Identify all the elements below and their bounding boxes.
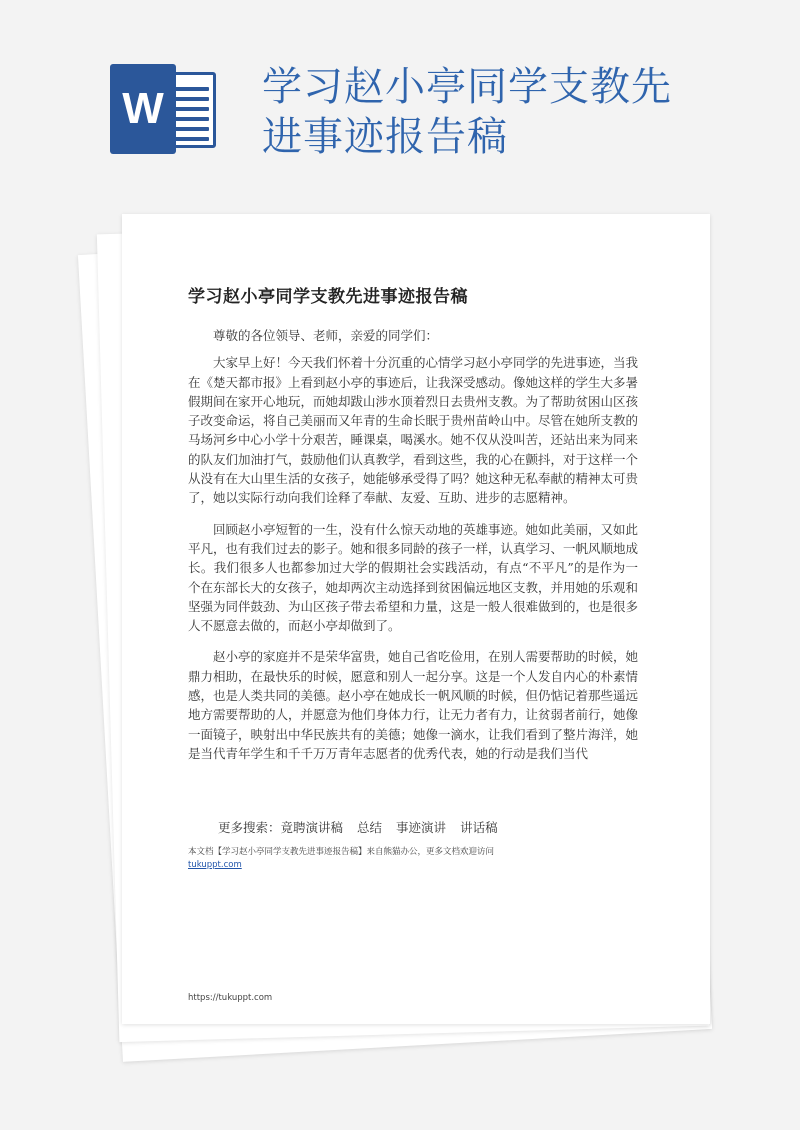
more-search-link[interactable]: 竟聘演讲稿	[280, 820, 344, 835]
more-search	[218, 818, 512, 836]
word-logo-icon	[110, 64, 218, 154]
more-search-link[interactable]: 事迹演讲	[396, 820, 447, 835]
document-title: 学习赵小亭同学支教先进事迹报告稿	[188, 287, 468, 307]
word-letter: W	[110, 64, 176, 154]
greeting: 尊敬的各位领导、老师，亲爱的同学们：	[213, 328, 439, 343]
paragraph: 大家早上好！今天我们怀着十分沉重的心情学习赵小亭同学的先进事迹，当我在《楚天都市报》上看到赵小亭的事迹后，让我深受感动。像她这样的学生大多暑假期间在家开心地玩，而她却跋山涉水顶着烈日去贵州支教。为了帮助贫困山区孩子改变命运，将自己美丽而又年青的生命长眠于贵州苗岭山中。尽管在她所支教的马场河乡中心小学十分艰苦，睡课桌，喝溪水。她不仅从没叫苦，还站出来为同来的队友们加油打气，鼓励他们认真教学，看到这些，我的心在颤抖，对于这样一个从没有在大山里生活的女孩子，她能够承受得了吗？她这种无私奉献的精神太可贵了，她以实际行动向我们诠释了奉献、友爱、互助、进步的志愿精神。	[188, 355, 639, 506]
paragraph: 回顾赵小亭短暂的一生，没有什么惊天动地的英雄事迹。她如此美丽，又如此平凡，也有我们过去的影子。她和很多同龄的孩子一样，认真学习、一帆风顺地成长。我们很多人也都参加过大学的假期社会实践活动，有点“不平凡”的是作为一个在东部长大的女孩子，她却两次主动选择到贫困偏远地区支教，并用她的乐观和坚强为同伴鼓劲、为山区孩子带去希望和力量，这是一般人很难做到的，也是很多人不愿意去做的，而赵小亭却做到了。	[188, 521, 639, 634]
footer-url[interactable]: https://tukuppt.com	[188, 993, 273, 1003]
document-page	[122, 214, 710, 1024]
more-search-link[interactable]: 总结	[357, 820, 383, 835]
paragraph: 赵小亭的家庭并不是荣华富贵，她自己省吃俭用，在别人需要帮助的时候，她鼎力相助，在最快乐的时候，愿意和别人一起分享。这是一个人发自内心的朴素情感，也是人类共同的美德。赵小亭在她成长一帆风顺的时候，但仍惦记着那些遥远地方需要帮助的人，并愿意为他们身体力行，让无力者有力，让贫弱者前行，她像一面镜子，映射出中华民族共有的美德；她像一滴水，让我们看到了整片海洋，她是当代青年学生和千千万万青年志愿者的优秀代表，她的行动是我们当代	[188, 649, 639, 761]
source-note-text: 本文档【学习赵小亭同学支教先进事迹报告稿】来自熊猫办公，更多文档欢迎访问	[188, 847, 495, 857]
source-note	[188, 846, 638, 872]
more-search-label: 更多搜索：	[218, 820, 281, 835]
banner-title: 学习赵小亭同学支教先进事迹报告稿	[262, 64, 672, 160]
more-search-link[interactable]: 讲话稿	[460, 820, 498, 835]
document-body	[188, 326, 638, 775]
source-link[interactable]: tukuppt.com	[188, 860, 242, 870]
